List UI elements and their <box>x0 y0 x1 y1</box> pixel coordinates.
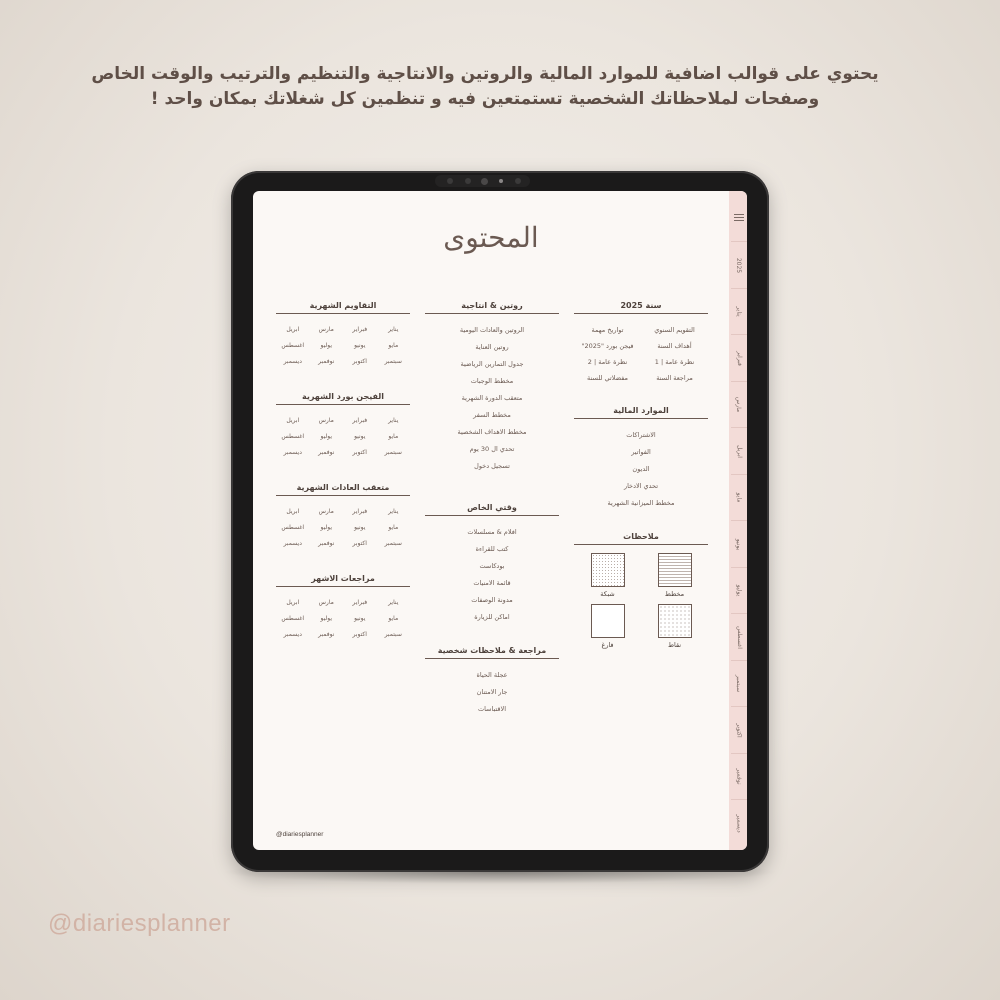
monthly-section <box>276 483 410 552</box>
routine-link[interactable]: الروتين والعادات اليومية <box>459 326 525 334</box>
tab-label: مايو <box>735 492 743 503</box>
tab-label: ديسمبر <box>735 813 743 833</box>
routine-link[interactable]: مخطط الوجبات <box>470 377 514 385</box>
tab-11[interactable] <box>731 753 747 800</box>
month-link[interactable]: يونيو <box>354 342 366 349</box>
tab-label: ابريل <box>735 444 743 458</box>
promo-headline <box>60 62 910 112</box>
month-link[interactable]: اغسطس <box>281 615 305 622</box>
tab-label: يونيو <box>735 538 743 550</box>
month-link[interactable]: يونيو <box>354 615 366 622</box>
tab-label: اغسطس <box>735 625 743 649</box>
month-link[interactable]: يناير <box>388 508 399 515</box>
finance-link[interactable]: تحدي الادخار <box>623 482 659 490</box>
note-paper-thumbnail <box>658 604 692 638</box>
mytime-link[interactable]: افلام & مسلسلات <box>467 528 517 536</box>
menu-icon[interactable] <box>734 212 744 223</box>
month-link[interactable]: نوفمبر <box>318 540 335 547</box>
month-link[interactable]: ديسمبر <box>283 540 302 547</box>
page-title: المحتوى <box>443 221 539 254</box>
finance-section-title[interactable]: الموارد المالية <box>574 406 708 419</box>
mytime-link[interactable]: مدونة الوصفات <box>471 596 513 604</box>
year-link[interactable]: التقويم السنوي <box>654 326 695 334</box>
routine-link[interactable]: تسجيل دخول <box>474 462 510 470</box>
routine-items <box>425 322 559 475</box>
planner-screen <box>253 191 747 850</box>
tab-label: يوليو <box>735 584 743 597</box>
routine-link[interactable]: مخطط السفر <box>473 411 511 419</box>
month-grid <box>276 413 410 461</box>
month-link[interactable]: سبتمبر <box>384 358 402 365</box>
year-section-title[interactable]: سنة 2025 <box>574 301 708 314</box>
column-right <box>574 301 708 669</box>
note-label: مخطط <box>664 590 685 598</box>
tab-2[interactable] <box>731 334 747 381</box>
month-link[interactable]: مايو <box>388 433 399 440</box>
month-link[interactable]: يوليو <box>320 524 332 531</box>
month-link[interactable]: ديسمبر <box>283 449 302 456</box>
finance-link[interactable]: الديون <box>632 465 650 473</box>
tab-label: سبتمبر <box>735 674 743 693</box>
mytime-items <box>425 524 559 626</box>
mytime-link[interactable]: اماكن للزيارة <box>474 613 510 621</box>
mytime-link[interactable]: قائمة الامنيات <box>473 579 511 587</box>
year-link[interactable]: نظرة عامة | 1 <box>654 358 695 366</box>
column-left <box>276 301 410 665</box>
month-grid <box>276 504 410 552</box>
year-link[interactable]: فيجن بورد "2025" <box>581 342 634 350</box>
mytime-link[interactable]: كتب للقراءة <box>475 545 509 553</box>
month-link[interactable]: يوليو <box>320 433 332 440</box>
month-link[interactable]: اكتوبر <box>352 358 367 365</box>
note-template[interactable] <box>574 604 641 649</box>
review-section-title[interactable]: مراجعة & ملاحظات شخصية <box>425 646 559 659</box>
month-link[interactable]: اكتوبر <box>352 449 367 456</box>
tab-8[interactable] <box>731 613 747 660</box>
month-link[interactable]: سبتمبر <box>384 631 402 638</box>
monthly-section <box>276 392 410 461</box>
month-link[interactable]: يونيو <box>354 524 366 531</box>
month-link[interactable]: يناير <box>388 417 399 424</box>
brand-handle: @diariesplanner <box>48 910 231 937</box>
tab-10[interactable] <box>731 706 747 753</box>
review-link[interactable]: الاقتباسات <box>477 705 507 713</box>
mytime-section <box>425 503 559 626</box>
note-label: فارغ <box>601 641 614 649</box>
finance-section <box>574 406 708 512</box>
monthly-section-title[interactable]: التقاويم الشهرية <box>276 301 410 314</box>
note-template[interactable] <box>574 553 641 598</box>
tab-label: نوفمبر <box>735 768 743 785</box>
tab-label: 2025 <box>735 257 743 273</box>
month-link[interactable]: مارس <box>318 599 334 606</box>
notes-section <box>574 532 708 649</box>
tab-9[interactable] <box>731 660 747 707</box>
month-link[interactable]: فبراير <box>352 508 368 515</box>
routine-section-title[interactable]: روتين & انتاجية <box>425 301 559 314</box>
month-link[interactable]: سبتمبر <box>384 540 402 547</box>
note-paper-thumbnail <box>658 553 692 587</box>
month-link[interactable]: مارس <box>318 417 334 424</box>
headline-line-1: يحتوي على قوالب اضافية للموارد المالية والروتين والانتاجية والتنظيم والترتيب والوقت الخاص <box>91 64 879 84</box>
routine-link[interactable]: تحدي ال 30 يوم <box>469 445 515 453</box>
review-items <box>425 667 559 718</box>
month-grid <box>276 595 410 643</box>
month-link[interactable]: مايو <box>388 615 399 622</box>
monthly-section <box>276 301 410 370</box>
monthly-section-title[interactable]: مراجعات الاشهر <box>276 574 410 587</box>
month-link[interactable]: نوفمبر <box>318 449 335 456</box>
tab-4[interactable] <box>731 427 747 474</box>
month-link[interactable]: اكتوبر <box>352 540 367 547</box>
finance-items <box>574 427 708 512</box>
page-handle: @diariesplanner <box>276 831 324 838</box>
month-link[interactable]: نوفمبر <box>318 358 335 365</box>
month-link[interactable]: مارس <box>318 326 334 333</box>
year-link[interactable]: أهداف السنة <box>657 342 692 350</box>
month-tabs <box>729 191 747 850</box>
tab-5[interactable] <box>731 474 747 521</box>
finance-link[interactable]: الاشتراكات <box>626 431 656 439</box>
notes-section-title[interactable]: ملاحظات <box>574 532 708 545</box>
mytime-section-title[interactable]: وقتي الخاص <box>425 503 559 516</box>
tab-0[interactable] <box>731 241 747 288</box>
month-link[interactable]: يوليو <box>320 342 332 349</box>
tab-12[interactable] <box>731 799 747 846</box>
month-link[interactable]: مايو <box>388 342 399 349</box>
month-link[interactable]: يناير <box>388 326 399 333</box>
monthly-section-title[interactable]: متعقب العادات الشهرية <box>276 483 410 496</box>
routine-link[interactable]: جدول التمارين الرياضية <box>460 360 524 368</box>
tab-6[interactable] <box>731 520 747 567</box>
tab-label: مارس <box>735 396 743 413</box>
monthly-section-title[interactable]: الفيجن بورد الشهرية <box>276 392 410 405</box>
review-link[interactable]: جار الامتنان <box>476 688 508 696</box>
column-middle <box>425 301 559 738</box>
year-link[interactable]: مفضلاتي للسنة <box>587 374 628 382</box>
note-label: شبكة <box>600 590 615 598</box>
review-section <box>425 646 559 718</box>
year-link[interactable]: تواريخ مهمة <box>591 326 624 334</box>
month-link[interactable]: ابريل <box>286 326 300 333</box>
year-link[interactable]: نظرة عامة | 2 <box>587 358 628 366</box>
year-link[interactable]: مراجعة السنة <box>656 374 693 382</box>
month-link[interactable]: مايو <box>388 524 399 531</box>
note-template[interactable] <box>641 604 708 649</box>
tab-label: فبراير <box>735 350 743 366</box>
note-template[interactable] <box>641 553 708 598</box>
review-link[interactable]: عجلة الحياة <box>476 671 508 679</box>
month-link[interactable]: اغسطس <box>281 433 305 440</box>
month-link[interactable]: اكتوبر <box>352 631 367 638</box>
month-link[interactable]: فبراير <box>352 599 368 606</box>
routine-link[interactable]: مخطط الاهداف الشخصية <box>457 428 527 436</box>
note-label: نقاط <box>667 641 682 649</box>
year-items <box>574 322 708 386</box>
finance-link[interactable]: الفواتير <box>631 448 651 456</box>
month-link[interactable]: فبراير <box>352 326 368 333</box>
monthly-section <box>276 574 410 643</box>
month-grid <box>276 322 410 370</box>
month-link[interactable]: ابريل <box>286 599 300 606</box>
month-link[interactable]: اغسطس <box>281 524 305 531</box>
camera-bar <box>435 175 530 187</box>
month-link[interactable]: سبتمبر <box>384 449 402 456</box>
finance-link[interactable]: مخطط الميزانية الشهرية <box>607 499 675 507</box>
note-paper-thumbnail <box>591 604 625 638</box>
routine-link[interactable]: متعقب الدورة الشهرية <box>461 394 523 402</box>
routine-section <box>425 301 559 475</box>
tab-label: يناير <box>735 306 743 317</box>
tab-3[interactable] <box>731 381 747 428</box>
mytime-link[interactable]: بودكاست <box>479 562 505 570</box>
tab-1[interactable] <box>731 288 747 335</box>
month-link[interactable]: يونيو <box>354 433 366 440</box>
month-link[interactable]: ديسمبر <box>283 631 302 638</box>
note-paper-thumbnail <box>591 553 625 587</box>
headline-line-2: وصفحات لملاحظاتك الشخصية تستمتعين فيه و تنظمين كل شغلاتك بمكان واحد ! <box>150 89 820 109</box>
month-link[interactable]: نوفمبر <box>318 631 335 638</box>
month-link[interactable]: ابريل <box>286 417 300 424</box>
month-link[interactable]: يناير <box>388 599 399 606</box>
month-link[interactable]: ديسمبر <box>283 358 302 365</box>
month-link[interactable]: فبراير <box>352 417 368 424</box>
month-link[interactable]: مارس <box>318 508 334 515</box>
month-link[interactable]: ابريل <box>286 508 300 515</box>
routine-link[interactable]: روتين العناية <box>475 343 509 351</box>
tab-label: اكتوبر <box>735 722 743 738</box>
year-section <box>574 301 708 386</box>
month-link[interactable]: يوليو <box>320 615 332 622</box>
month-link[interactable]: اغسطس <box>281 342 305 349</box>
notes-items <box>574 553 708 649</box>
tab-7[interactable] <box>731 567 747 614</box>
